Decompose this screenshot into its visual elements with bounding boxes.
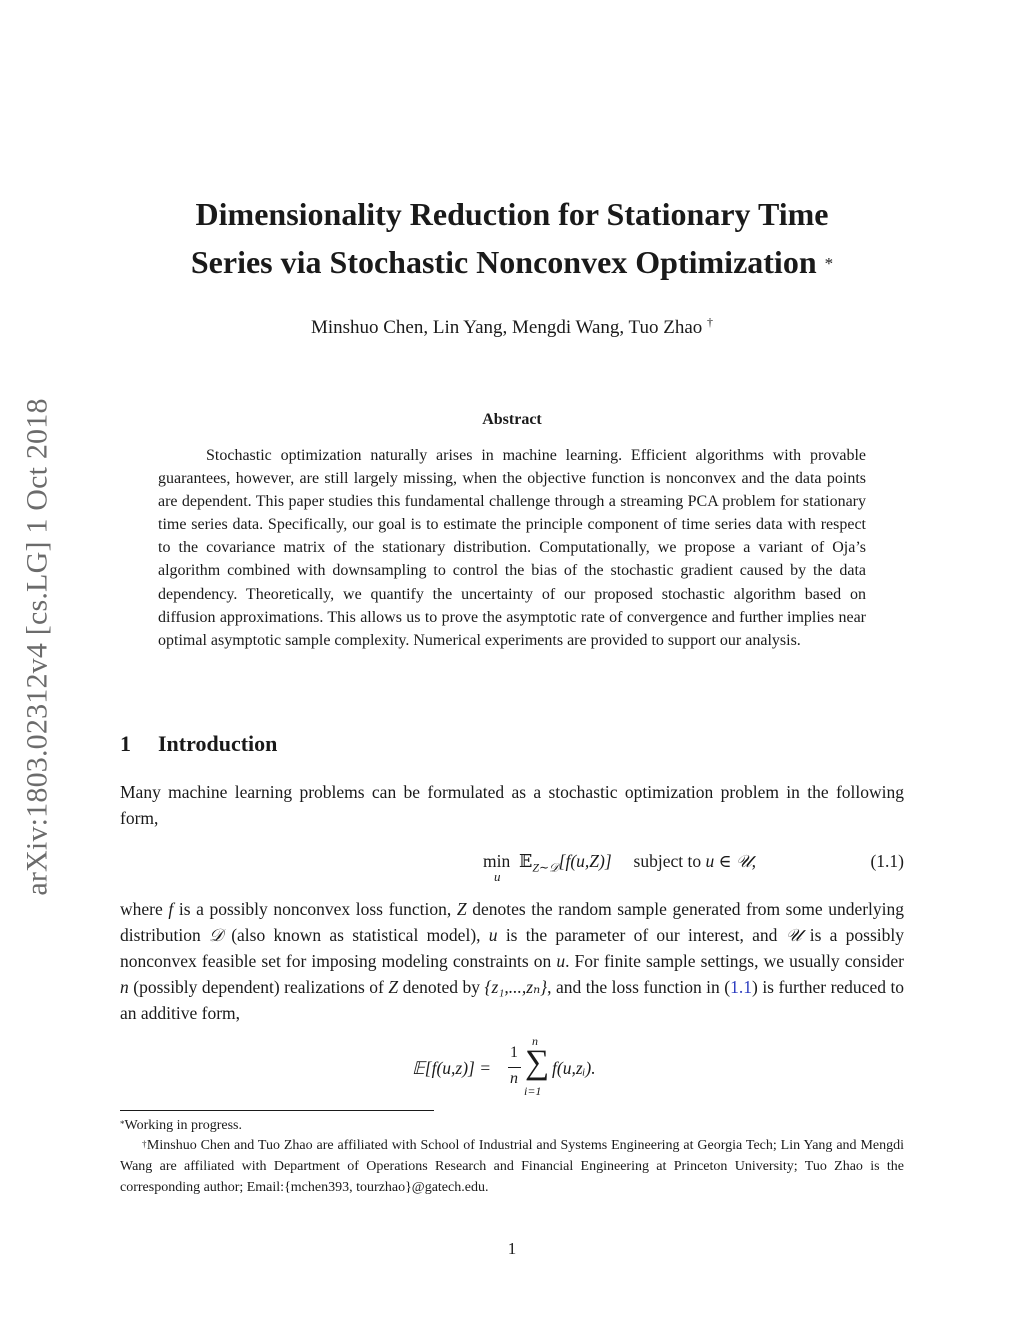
intro-paragraph-2: where f is a possibly nonconvex loss function, Z denotes the random sample generated from some underlying distribution 𝒟 (also known as statistical model), u is the parameter of our interest, and 𝒰 is a possibly nonconvex feasible set for imposing modeling constraints on u. For finite sample settings, we usually consider n (possibly dependent) realizations of Z denoted by {z₁,...,zₙ}, and the loss function in (1.1) is further reduced to an additive form, [120,899,905,1023]
math-n: n [120,977,129,997]
equation-rhs: f(u,zᵢ). [552,1058,596,1078]
math-Z: Z [388,977,399,997]
constraint-text: subject to [633,851,702,871]
author-names: Minshuo Chen, Lin Yang, Mengdi Wang, Tuo Zhao [310,317,703,338]
expectation-symbol: 𝔼 [518,852,533,872]
author-list [120,317,904,339]
expectation-argument: [f(u,Z)] [558,851,612,871]
intro-paragraph-1: Many machine learning problems can be formulated as a stochastic optimization problem in the following form, [120,782,904,828]
footnote-2-mark: † [142,1139,147,1149]
title-footnote-mark[interactable]: * [824,254,834,273]
author-footnote-mark[interactable]: † [707,315,714,329]
footnote-2 [120,1135,904,1198]
fraction-denominator: n [510,1070,518,1087]
math-f: f [168,899,174,919]
math-D: 𝒟 [208,925,223,945]
equation-1-1 [120,848,904,888]
footnote-divider [120,1110,434,1111]
fraction-numerator: 1 [510,1044,518,1061]
title-line-2: Series via Stochastic Nonconvex Optimization [190,244,817,280]
math-u: u [556,951,566,971]
min-subscript: u [494,869,501,884]
arxiv-stamp [18,366,58,928]
section-number: 1 [120,731,131,756]
abstract-heading: Abstract [482,411,542,428]
paper-title [120,190,904,286]
page-number: 1 [507,1239,517,1258]
math-U: 𝒰 [785,925,802,945]
sample-set: {z₁,...,zₙ} [484,977,548,997]
constraint-set: u ∈ 𝒰, [705,851,757,871]
sum-symbol: ∑ [525,1044,550,1081]
equation-reference-link[interactable]: 1.1 [730,977,752,997]
footnote-1-mark: * [120,1119,125,1129]
fraction-bar [508,1067,521,1068]
min-operator: min u [483,851,511,884]
title-line-1: Dimensionality Reduction for Stationary Time [195,196,829,232]
math-Z: Z [456,899,467,919]
footnote-2-text: Minshuo Chen and Tuo Zhao are affiliated with School of Industrial and Systems Engineering at Georgia Tech; Lin Yang and Mengdi Wang are affiliated with Department of Operations Research and Financial Engineering at Princeton University; Tuo Zhao is the corresponding author; Email:{mchen393, tourzhao}@gatech.edu. [120,1138,904,1195]
section-heading [120,731,277,757]
sum-lower-limit: i=1 [524,1084,542,1098]
arxiv-id: arXiv:1803.02312v4 [cs.LG] 1 Oct 2018 [21,398,55,896]
equation-1-1-body [483,851,757,884]
equation-lhs: 𝔼[f(u,z)] = [412,1058,492,1078]
section-title: Introduction [158,731,278,756]
abstract-text: Stochastic optimization naturally arises in machine learning. Efficient algorithms with provable guarantees, however, are still largely missing, when the objective function is nonconvex and the data points are dependent. This paper studies this fundamental challenge through a streaming PCA problem for stationary time series data. Specifically, our goal is to estimate the principle component of time series data with respect to the covariance matrix of the stationary distribution. Computationally, we propose a variant of Oja’s algorithm combined with downsampling to control the bias of the stochastic gradient caused by the data dependency. Theoretically, we quantify the uncertainty of our proposed stochastic algorithm based on diffusion approximations. This allows us to prove the asymptotic rate of convergence and further implies near optimal asymptotic sample complexity. Numerical experiments are provided to support our analysis. [158,447,866,649]
math-u: u [488,925,498,945]
sum-upper-limit: n [532,1034,538,1048]
footnote-1-text: Working in progress. [124,1118,242,1133]
equation-label: (1.1) [870,851,904,871]
expectation-subscript: Z∼𝒟 [532,860,559,875]
footnote-1 [120,1115,904,1136]
